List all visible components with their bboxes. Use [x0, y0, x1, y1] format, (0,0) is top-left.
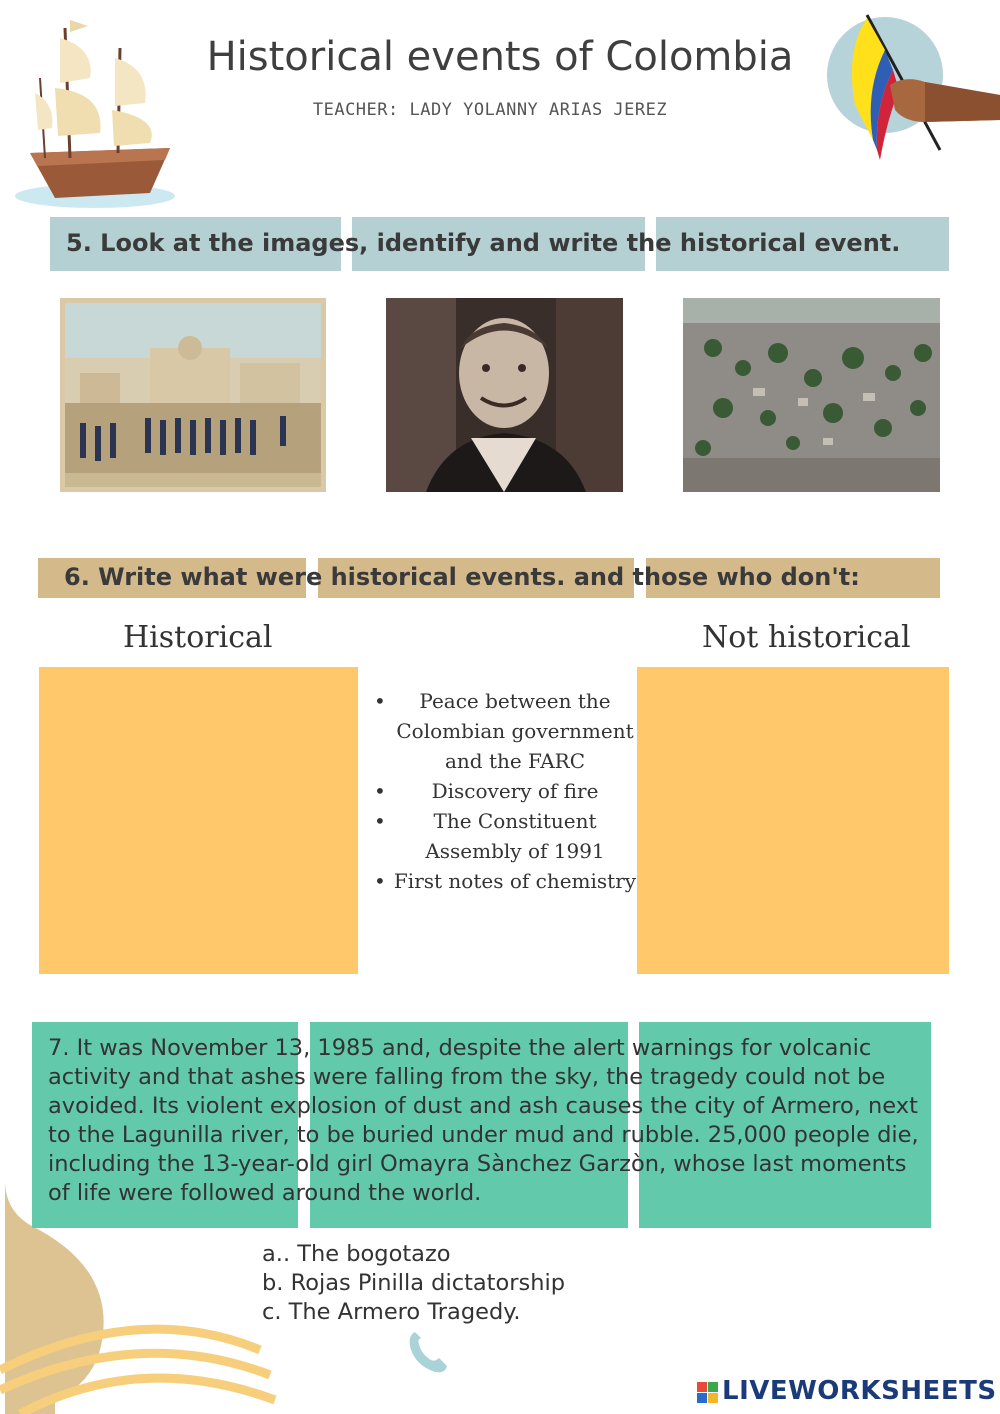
option-a[interactable]: a.. The bogotazo [262, 1241, 451, 1267]
colonial-parade-painting [60, 298, 326, 492]
section5-instruction: 5. Look at the images, identify and write the historical event. [66, 229, 901, 257]
not-historical-heading: Not historical [702, 620, 911, 655]
armero-mudflow-aerial [683, 298, 940, 492]
section6-instruction: 6. Write what were historical events. and those who don't: [64, 563, 860, 591]
liveworksheets-brand: LIVEWORKSHEETS [722, 1376, 997, 1406]
liveworksheets-logo-icon [697, 1382, 719, 1404]
event-item[interactable]: • Discovery of fire [360, 776, 640, 806]
option-b[interactable]: b. Rojas Pinilla dictatorship [262, 1270, 566, 1296]
phone-icon [405, 1328, 449, 1376]
event-item[interactable]: • First notes of chemistry [360, 866, 640, 896]
page-title: Historical events of Colombia [206, 34, 794, 80]
teacher-name: TEACHER: LADY YOLANNY ARIAS JEREZ [312, 100, 668, 120]
section7-paragraph: 7. It was November 13, 1985 and, despite the alert warnings for volcanic activity and that ashes were falling from the sky, the tragedy could not be avoided. Its violent explosion of dust and ash causes the city of Armero, next to the Lagunilla river, to be buried under mud and rubble. 25,000 people die, including the 13-year-old girl Omayra Sànchez Garzòn, whose last moments of life were followed around the world. [48, 1035, 919, 1206]
event-item[interactable]: • The Constituent Assembly of 1991 [360, 806, 640, 866]
option-c[interactable]: c. The Armero Tragedy. [262, 1299, 521, 1325]
answer-options [262, 1240, 565, 1327]
historical-drop-zone[interactable] [39, 667, 358, 974]
event-list [360, 686, 640, 896]
not-historical-drop-zone[interactable] [637, 667, 949, 974]
rojas-pinilla-portrait [386, 298, 623, 492]
historical-heading: Historical [123, 620, 273, 655]
event-item[interactable]: • Peace between the Colombian government and the FARC [360, 686, 640, 776]
